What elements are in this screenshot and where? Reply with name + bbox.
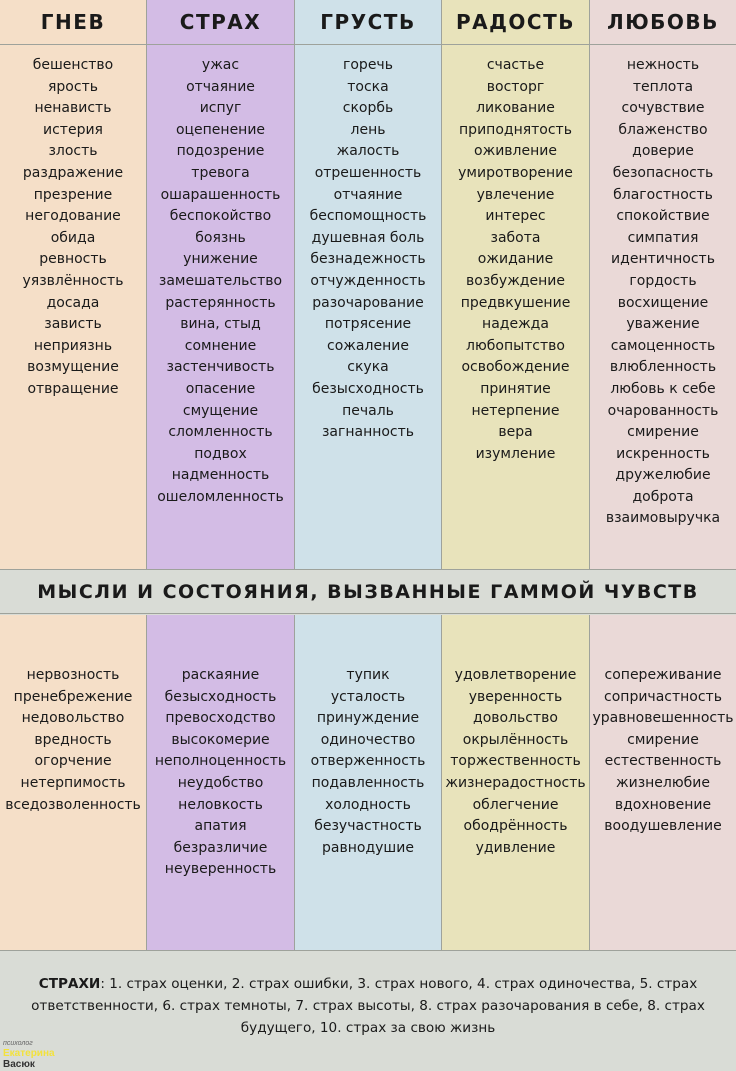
sadness-list xyxy=(295,45,441,444)
list-item: отчужденность xyxy=(310,272,426,289)
list-item: самоценность xyxy=(610,337,716,354)
list-item: доброта xyxy=(632,488,694,505)
list-item: естественность xyxy=(604,753,722,770)
list-item: гордость xyxy=(629,272,697,289)
list-item: апатия xyxy=(194,818,247,835)
list-item: негодование xyxy=(25,208,121,225)
list-item: тревога xyxy=(191,164,250,181)
list-item: спокойствие xyxy=(616,208,710,225)
header-fear: СТРАХ xyxy=(147,0,295,44)
emotion-headers xyxy=(0,0,736,45)
list-item: беспомощность xyxy=(309,208,427,225)
list-item: пренебрежение xyxy=(13,688,133,705)
list-item: лень xyxy=(350,121,386,138)
list-item: зависть xyxy=(44,316,102,333)
list-item: обида xyxy=(50,229,96,246)
anger-states-list xyxy=(0,615,146,816)
list-item: сопричастность xyxy=(604,688,722,705)
list-item: безразличие xyxy=(173,839,268,856)
header-love: ЛЮБОВЬ xyxy=(590,0,736,44)
list-item: ужас xyxy=(201,57,240,73)
header-sadness: ГРУСТЬ xyxy=(295,0,442,44)
fears-footnote xyxy=(0,951,736,1071)
list-item: ярость xyxy=(48,78,98,95)
love-states-list xyxy=(590,615,736,838)
list-item: отчаяние xyxy=(186,78,255,95)
joy-states-list xyxy=(442,615,589,859)
list-item: ожидание xyxy=(477,251,554,268)
list-item: жизнерадостность xyxy=(445,774,586,791)
list-item: счастье xyxy=(486,57,545,73)
list-item: бешенство xyxy=(32,57,114,73)
list-item: сочувствие xyxy=(621,100,705,117)
logo-line-2: Екатерина xyxy=(3,1048,55,1059)
list-item: окрылённость xyxy=(462,731,569,748)
list-item: печаль xyxy=(342,402,394,419)
list-item: уравновешенность xyxy=(592,710,734,727)
list-item: сопереживание xyxy=(604,667,722,683)
fear-states-column xyxy=(147,615,295,950)
list-item: оцепенение xyxy=(175,121,266,138)
list-item: надменность xyxy=(171,467,270,484)
list-item: ошеломленность xyxy=(157,488,284,505)
list-item: отверженность xyxy=(310,753,426,770)
list-item: отчаяние xyxy=(333,186,403,203)
list-item: ошарашенность xyxy=(160,186,281,203)
list-item: уязвлённость xyxy=(22,272,124,289)
list-item: загнанность xyxy=(321,424,415,441)
sadness-column xyxy=(295,45,442,569)
list-item: застенчивость xyxy=(166,359,275,376)
list-item: умиротворение xyxy=(458,164,573,181)
list-item: изумление xyxy=(475,445,556,462)
love-list xyxy=(590,45,736,530)
states-band-title: МЫСЛИ И СОСТОЯНИЯ, ВЫЗВАННЫЕ ГАММОЙ ЧУВСТВ xyxy=(0,570,736,614)
list-item: сожаление xyxy=(327,337,409,354)
list-item: усталость xyxy=(330,688,406,705)
list-item: идентичность xyxy=(611,251,715,268)
list-item: презрение xyxy=(33,186,113,203)
list-item: смущение xyxy=(182,402,259,419)
list-item: дружелюбие xyxy=(615,467,711,484)
list-item: взаимовыручка xyxy=(605,510,721,527)
fears-label: СТРАХИ xyxy=(38,976,101,992)
list-item: довольство xyxy=(473,710,558,727)
list-item: благостность xyxy=(613,186,713,203)
list-item: ревность xyxy=(39,251,107,268)
logo-line-1: психолог xyxy=(3,1040,33,1047)
list-item: горечь xyxy=(343,57,393,73)
list-item: блаженство xyxy=(618,121,708,138)
list-item: опасение xyxy=(185,380,256,397)
list-item: нетерпимость xyxy=(20,774,126,791)
list-item: предвкушение xyxy=(460,294,571,311)
list-item: злость xyxy=(48,143,98,160)
list-item: испуг xyxy=(199,100,242,117)
list-item: вредность xyxy=(34,731,112,748)
list-item: возбуждение xyxy=(466,272,565,289)
joy-states-column xyxy=(442,615,590,950)
list-item: искренность xyxy=(616,445,710,462)
list-item: любопытство xyxy=(466,337,565,354)
list-item: удивление xyxy=(475,839,556,856)
list-item: приподнятость xyxy=(459,121,572,138)
sadness-states-list xyxy=(295,615,441,859)
list-item: надежда xyxy=(482,316,549,333)
list-item: подавленность xyxy=(311,774,425,791)
list-item: неловкость xyxy=(178,796,263,813)
list-item: боязнь xyxy=(195,229,246,246)
list-item: нежность xyxy=(626,57,700,73)
list-item: безопасность xyxy=(612,164,714,181)
list-item: скука xyxy=(347,359,389,376)
list-item: равнодушие xyxy=(322,839,414,856)
list-item: недовольство xyxy=(21,710,125,727)
list-item: отрешенность xyxy=(314,164,422,181)
list-item: смирение xyxy=(627,424,699,441)
list-item: разочарование xyxy=(312,294,424,311)
list-item: неполноценность xyxy=(154,753,287,770)
list-item: ненависть xyxy=(34,100,112,117)
list-item: раздражение xyxy=(22,164,124,181)
list-item: вера xyxy=(498,424,533,441)
author-logo xyxy=(3,1040,73,1070)
list-item: безысходность xyxy=(164,688,277,705)
logo-line-3: Васюк xyxy=(3,1059,35,1070)
list-item: ободрённость xyxy=(463,818,568,835)
list-item: высокомерие xyxy=(171,731,270,748)
love-column xyxy=(590,45,736,569)
list-item: восхищение xyxy=(617,294,709,311)
anger-list xyxy=(0,45,146,401)
list-item: освобождение xyxy=(461,359,570,376)
fear-states-list xyxy=(147,615,294,881)
list-item: нетерпение xyxy=(471,402,560,419)
list-item: неуверенность xyxy=(164,861,277,878)
fear-column xyxy=(147,45,295,569)
anger-states-column xyxy=(0,615,147,950)
list-item: уважение xyxy=(626,316,700,333)
list-item: воодушевление xyxy=(604,818,722,835)
anger-column xyxy=(0,45,147,569)
list-item: жизнелюбие xyxy=(615,774,710,791)
list-item: уверенность xyxy=(468,688,563,705)
list-item: восторг xyxy=(486,78,545,95)
list-item: безучастность xyxy=(314,818,422,835)
list-item: любовь к себе xyxy=(610,380,716,397)
list-item: скорбь xyxy=(342,100,394,117)
list-item: сломленность xyxy=(168,424,273,441)
list-item: влюбленность xyxy=(609,359,717,376)
list-item: тоска xyxy=(347,78,389,95)
list-item: удовлетворение xyxy=(454,667,577,683)
list-item: облегчение xyxy=(472,796,559,813)
joy-column xyxy=(442,45,590,569)
list-item: принуждение xyxy=(316,710,420,727)
list-item: унижение xyxy=(183,251,258,268)
emotion-lists xyxy=(0,45,736,570)
list-item: увлечение xyxy=(476,186,555,203)
list-item: принятие xyxy=(480,380,551,397)
list-item: беспокойство xyxy=(169,208,272,225)
list-item: нервозность xyxy=(26,667,120,683)
list-item: смирение xyxy=(627,731,699,748)
list-item: досада xyxy=(46,294,100,311)
list-item: ликование xyxy=(476,100,555,117)
list-item: доверие xyxy=(632,143,694,160)
list-item: сомнение xyxy=(184,337,257,354)
list-item: безнадежность xyxy=(310,251,426,268)
list-item: вина, стыд xyxy=(180,316,261,333)
list-item: отвращение xyxy=(27,380,119,397)
list-item: подвох xyxy=(194,445,247,462)
list-item: замешательство xyxy=(158,272,283,289)
list-item: очарованность xyxy=(607,402,719,419)
list-item: оживление xyxy=(474,143,557,160)
list-item: истерия xyxy=(43,121,103,138)
list-item: интерес xyxy=(485,208,546,225)
list-item: потрясение xyxy=(324,316,412,333)
list-item: подозрение xyxy=(176,143,265,160)
list-item: жалость xyxy=(336,143,400,160)
list-item: одиночество xyxy=(320,731,416,748)
sadness-states-column xyxy=(295,615,442,950)
list-item: растерянность xyxy=(165,294,276,311)
list-item: огорчение xyxy=(34,753,112,770)
header-anger: ГНЕВ xyxy=(0,0,147,44)
list-item: возмущение xyxy=(27,359,119,376)
list-item: превосходство xyxy=(165,710,276,727)
list-item: симпатия xyxy=(627,229,699,246)
love-states-column xyxy=(590,615,736,950)
joy-list xyxy=(442,45,589,465)
list-item: теплота xyxy=(632,78,694,95)
list-item: раскаяние xyxy=(181,667,260,683)
list-item: торжественность xyxy=(450,753,581,770)
list-item: забота xyxy=(490,229,541,246)
fear-list xyxy=(147,45,294,508)
list-item: неудобство xyxy=(177,774,264,791)
list-item: неприязнь xyxy=(33,337,113,354)
list-item: вдохновение xyxy=(614,796,712,813)
state-lists xyxy=(0,615,736,951)
list-item: душевная боль xyxy=(311,229,425,246)
list-item: тупик xyxy=(346,667,390,683)
list-item: вседозволенность xyxy=(5,796,141,813)
list-item: холодность xyxy=(325,796,411,813)
list-item: безысходность xyxy=(312,380,424,397)
fears-text: : 1. страх оценки, 2. страх ошибки, 3. страх нового, 4. страх одиночества, 5. страх ответственности, 6. страх темноты, 7. страх высоты, 8. страх разочарования в себе, 8. страх будущего, 10. страх за свою жизнь xyxy=(31,976,705,1036)
header-joy: РАДОСТЬ xyxy=(442,0,590,44)
